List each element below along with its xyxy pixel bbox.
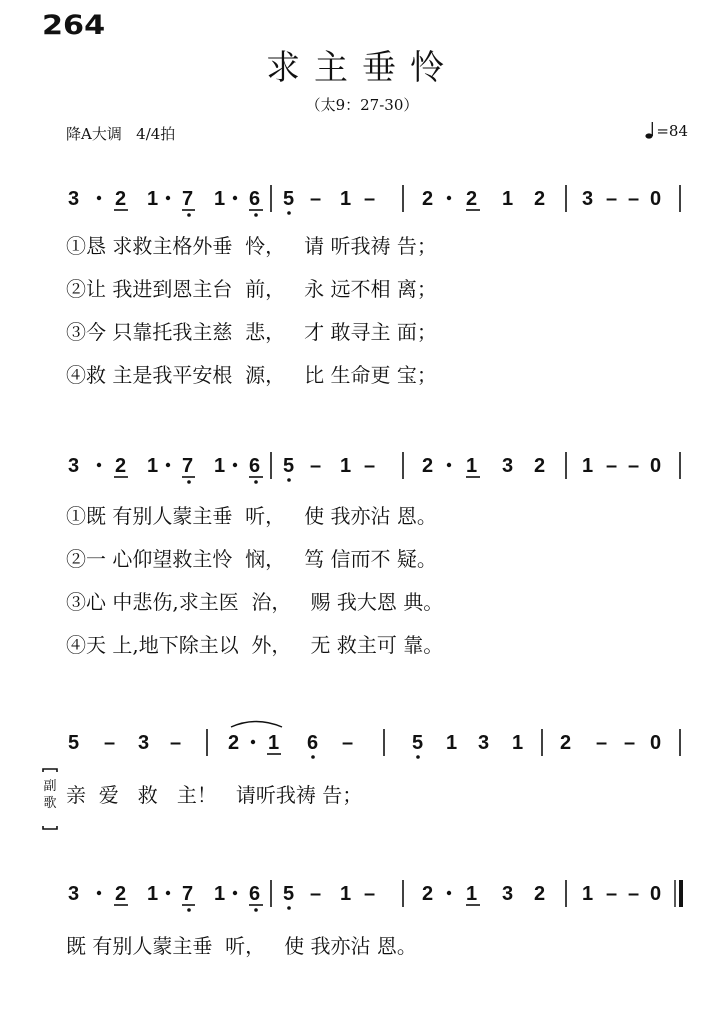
svg-text:3: 3 xyxy=(68,455,80,477)
tempo-marking xyxy=(645,121,688,143)
svg-text:3: 3 xyxy=(68,188,80,210)
svg-text:–: – xyxy=(310,455,322,477)
svg-text:6: 6 xyxy=(249,883,261,905)
svg-text:–: – xyxy=(310,883,322,905)
svg-text:2: 2 xyxy=(534,188,546,210)
svg-text:–: – xyxy=(596,732,608,754)
system-2-verse-4: ④天 上,地下除主以 外， 无 救主可 靠。 xyxy=(66,633,444,657)
svg-text:3: 3 xyxy=(138,732,150,754)
svg-text:2: 2 xyxy=(115,455,127,477)
chorus-lyrics: 亲 爱 救 主！ 请听我祷 告； xyxy=(66,783,363,807)
svg-text:–: – xyxy=(104,732,116,754)
svg-text:–: – xyxy=(364,188,376,210)
svg-text:1: 1 xyxy=(147,188,159,210)
svg-text:5: 5 xyxy=(283,455,295,477)
svg-text:0: 0 xyxy=(650,883,662,905)
system-2-notation xyxy=(0,437,724,497)
system-1-verse-3: ③今 只靠托我主慈 悲， 才 敢寻主 面； xyxy=(66,320,437,344)
svg-text:1: 1 xyxy=(582,883,594,905)
svg-text:3: 3 xyxy=(582,188,594,210)
svg-text:2: 2 xyxy=(560,732,572,754)
page-title: 求主垂怜 xyxy=(266,48,458,88)
svg-text:1: 1 xyxy=(446,732,458,754)
svg-text:2: 2 xyxy=(228,732,240,754)
svg-text:0: 0 xyxy=(650,732,662,754)
svg-text:–: – xyxy=(170,732,182,754)
svg-text:–: – xyxy=(310,188,322,210)
svg-text:5: 5 xyxy=(283,188,295,210)
system-2-verse-2: ②一 心仰望救主怜 悯， 笃 信而不 疑。 xyxy=(66,547,437,571)
svg-text:6: 6 xyxy=(307,732,319,754)
svg-text:2: 2 xyxy=(422,883,434,905)
svg-text:2: 2 xyxy=(422,455,434,477)
chorus-label xyxy=(39,768,61,811)
svg-text:–: – xyxy=(364,883,376,905)
svg-text:7: 7 xyxy=(182,188,194,210)
hymn-number: 264 xyxy=(42,10,106,41)
svg-text:2: 2 xyxy=(466,188,478,210)
system-2-verse-3: ③心 中悲伤,求主医 治， 赐 我大恩 典。 xyxy=(66,590,444,614)
svg-text:2: 2 xyxy=(115,188,127,210)
time-signature: 4/4拍 xyxy=(136,125,176,143)
system-1-verse-4: ④救 主是我平安根 源， 比 生命更 宝； xyxy=(66,363,437,387)
svg-text:3: 3 xyxy=(502,455,514,477)
final-lyrics: 既 有别人蒙主垂 听， 使 我亦沾 恩。 xyxy=(66,934,417,958)
chorus-label-text: 副歌 xyxy=(43,779,57,811)
svg-text:5: 5 xyxy=(68,732,80,754)
svg-text:–: – xyxy=(606,455,618,477)
svg-text:–: – xyxy=(606,883,618,905)
system-1-verse-1: ①恳 求救主格外垂 怜， 请 听我祷 告； xyxy=(66,234,437,258)
svg-text:3: 3 xyxy=(478,732,490,754)
svg-text:7: 7 xyxy=(182,883,194,905)
svg-text:1: 1 xyxy=(502,188,514,210)
svg-text:0: 0 xyxy=(650,188,662,210)
svg-text:–: – xyxy=(628,188,640,210)
svg-text:1: 1 xyxy=(214,883,226,905)
tempo-value: =84 xyxy=(656,122,688,140)
key-signature: 降A大调 xyxy=(66,125,122,143)
svg-text:0: 0 xyxy=(650,455,662,477)
svg-text:–: – xyxy=(628,883,640,905)
svg-text:2: 2 xyxy=(534,455,546,477)
svg-text:–: – xyxy=(606,188,618,210)
svg-text:6: 6 xyxy=(249,455,261,477)
svg-text:3: 3 xyxy=(502,883,514,905)
svg-text:1: 1 xyxy=(512,732,524,754)
system-1-notation xyxy=(0,170,724,230)
svg-text:1: 1 xyxy=(466,455,478,477)
svg-text:1: 1 xyxy=(214,455,226,477)
svg-text:1: 1 xyxy=(214,188,226,210)
chorus-notation xyxy=(0,714,724,774)
svg-text:1: 1 xyxy=(466,883,478,905)
svg-text:1: 1 xyxy=(582,455,594,477)
svg-text:2: 2 xyxy=(422,188,434,210)
svg-text:–: – xyxy=(364,455,376,477)
system-1-verse-2: ②让 我进到恩主台 前， 永 远不相 离； xyxy=(66,277,437,301)
svg-text:1: 1 xyxy=(340,883,352,905)
svg-text:–: – xyxy=(342,732,354,754)
key-and-time xyxy=(66,123,175,144)
svg-text:2: 2 xyxy=(115,883,127,905)
svg-text:5: 5 xyxy=(283,883,295,905)
scripture-reference: （太9：27-30） xyxy=(305,96,419,114)
system-2-verse-1: ①既 有别人蒙主垂 听， 使 我亦沾 恩。 xyxy=(66,504,437,528)
svg-text:1: 1 xyxy=(340,188,352,210)
svg-text:1: 1 xyxy=(147,455,159,477)
svg-text:5: 5 xyxy=(412,732,424,754)
svg-text:–: – xyxy=(624,732,636,754)
svg-text:1: 1 xyxy=(340,455,352,477)
final-system-notation xyxy=(0,865,724,925)
svg-text:6: 6 xyxy=(249,188,261,210)
svg-text:3: 3 xyxy=(68,883,80,905)
svg-text:–: – xyxy=(628,455,640,477)
svg-text:1: 1 xyxy=(268,732,280,754)
quarter-note-icon xyxy=(645,121,654,143)
svg-text:1: 1 xyxy=(147,883,159,905)
svg-text:7: 7 xyxy=(182,455,194,477)
svg-text:2: 2 xyxy=(534,883,546,905)
